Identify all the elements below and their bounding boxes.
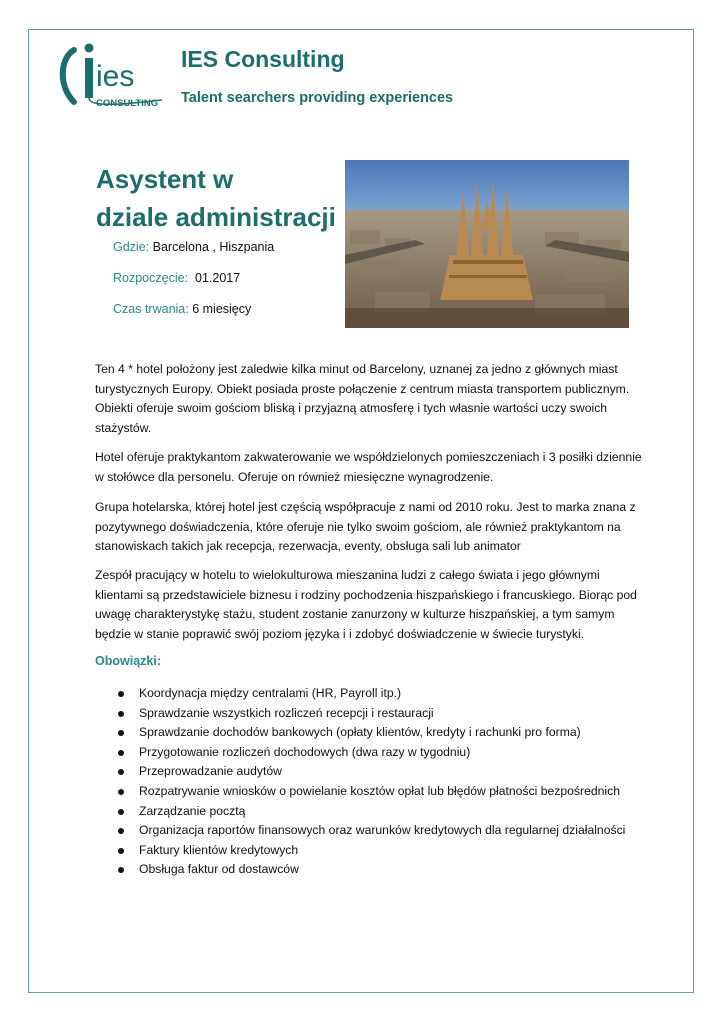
job-title [96, 160, 336, 236]
list-item: Sprawdzanie wszystkich rozliczeń recepcji i restauracji [118, 704, 625, 724]
barcelona-photo [345, 160, 629, 328]
list-item: Rozpatrywanie wniosków o powielanie kosztów opłat lub błędów płatności bezpośrednich [118, 782, 625, 802]
list-item: Koordynacja między centralami (HR, Payroll itp.) [118, 684, 625, 704]
list-item: Faktury klientów kredytowych [118, 841, 625, 861]
job-title-line1: Asystent w [96, 164, 234, 194]
list-item: Sprawdzanie dochodów bankowych (opłaty klientów, kredyty i rachunki pro forma) [118, 723, 625, 743]
paragraph-3: Grupa hotelarska, której hotel jest częścią współpracuje z nami od 2010 roku. Jest to marka znana z pozytywnego doświadczenia, które oferuje nie tylko swoim gościom, ale również praktykantom na stanowiskach takich jak recepcja, rezerwacja, eventy, obsługa sali lub animator [95, 500, 636, 553]
start-row [113, 271, 240, 285]
duties-heading: Obowiązki: [95, 654, 161, 668]
list-item: Zarządzanie pocztą [118, 802, 625, 822]
location-row [113, 240, 274, 254]
paragraph-2: Hotel oferuje praktykantom zakwaterowanie we współdzielonych pomieszczeniach i 3 posiłki dziennie w stołówce dla personelu. Oferuje on również miesięczne wynagrodzenie. [95, 450, 642, 484]
svg-text:CONSULTING: CONSULTING [96, 98, 159, 109]
duration-label: Czas trwania: [113, 302, 189, 316]
paragraph-4: Zespół pracujący w hotelu to wielokulturowa mieszanina ludzi z całego świata i jego głównymi klientami są przedstawiciele biznesu i rodziny pochodzenia hiszpańskiego i francuskiego. Biorąc pod uwagę charakterystykę stażu, student zostanie zanurzony w kulturze hiszpańskiej, a tym samym będzie w stanie poprawić swój poziom języka i i zdobyć doświadczenie w świecie turystyki. [95, 568, 637, 641]
list-item: Obsługa faktur od dostawców [118, 860, 625, 880]
duties-list [118, 684, 625, 880]
duration-value: 6 miesięcy [192, 302, 252, 316]
location-value: Barcelona , Hiszpania [152, 240, 275, 254]
duration-row [113, 302, 251, 316]
svg-text:ies: ies [96, 60, 135, 93]
list-item: Przygotowanie rozliczeń dochodowych (dwa razy w tygodniu) [118, 743, 625, 763]
list-item: Przeprowadzanie audytów [118, 762, 625, 782]
list-item: Organizacja raportów finansowych oraz warunków kredytowych dla regularnej działalności [118, 821, 625, 841]
paragraph-1: Ten 4 * hotel położony jest zaledwie kilka minut od Barcelony, uznanej za jedno z głównych miast turystycznych Europy. Obiekt posiada proste połączenie z centrum miasta transportem publicznym. Obiekti oferuje swoim gościom bliską i przyjazną atmosferę i tych własnie wartości uczy swoich stażystów. [95, 362, 630, 435]
company-name: IES Consulting [181, 46, 345, 72]
location-label: Gdzie: [113, 240, 150, 254]
start-label: Rozpoczęcie: [113, 271, 189, 285]
company-tagline: Talent searchers providing experiences [181, 90, 454, 106]
job-title-line2: dziale administracji [96, 202, 336, 232]
start-value: 01.2017 [195, 271, 241, 285]
company-logo [52, 40, 164, 110]
